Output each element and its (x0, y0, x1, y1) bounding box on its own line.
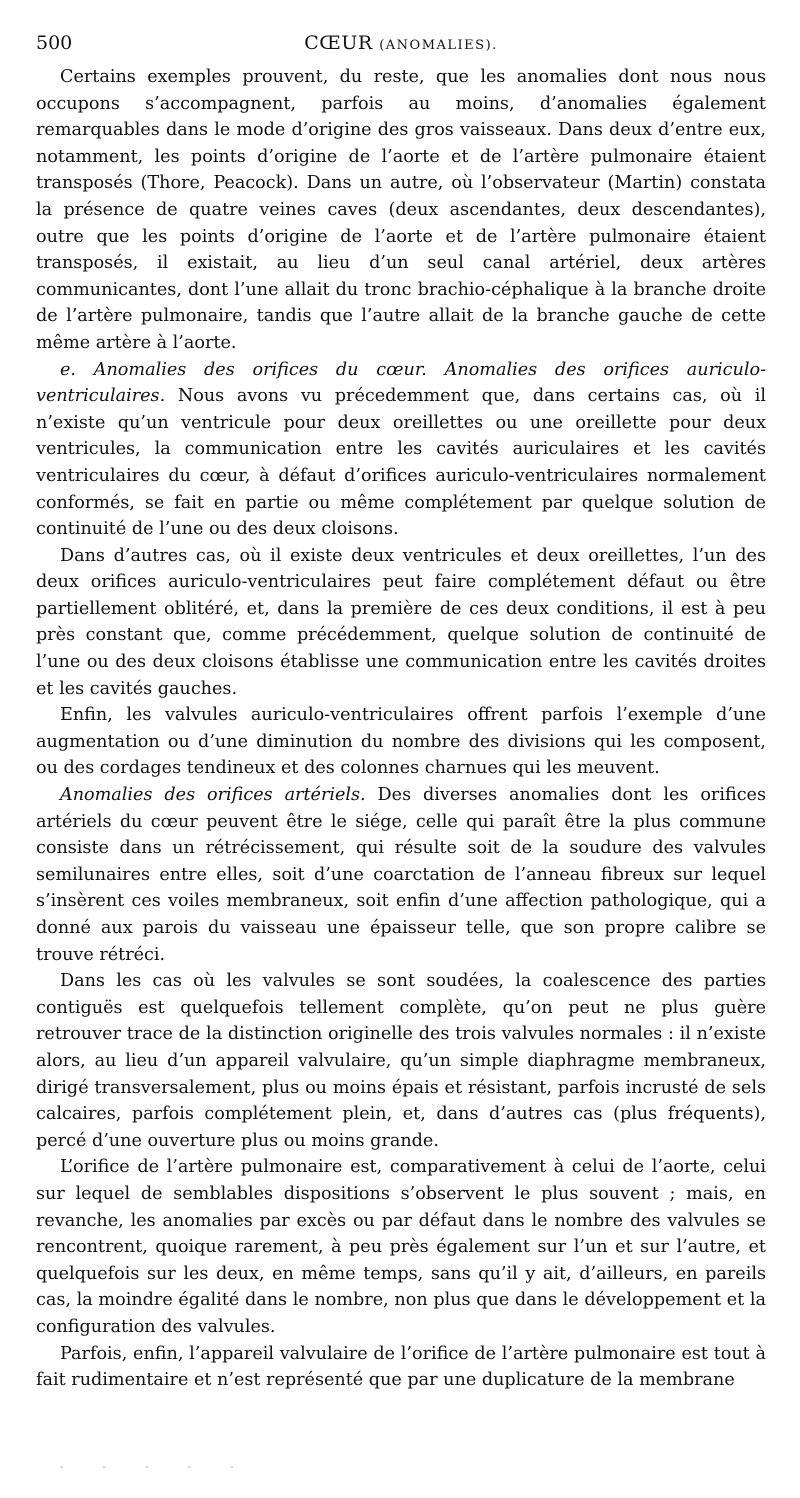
paragraph (36, 64, 766, 357)
italic-heading: Anomalies des orifices artériels. (60, 785, 366, 806)
paragraph (36, 1341, 766, 1394)
body-text (36, 64, 766, 1394)
paragraph (36, 357, 766, 543)
paragraph (36, 782, 766, 968)
running-header (36, 26, 766, 64)
paragraph (36, 968, 766, 1154)
paragraph-text: Enfin, les valvules auriculo-ventriculaires offrent parfois l’exemple d’une augmentation ou d’une diminution du nombre des divisions qui les composent, ou des cordages tendineux et des colonnes charnues qui les meuvent. (36, 705, 766, 779)
running-title (36, 32, 766, 54)
italic-heading: e. Anomalies des orifices du cœur. (60, 359, 427, 380)
italic-heading: Anomalies des orifices auriculo-ventriculaires. (36, 359, 767, 407)
paragraph-text: Dans les cas où les valvules se sont soudées, la coalescence des parties contiguës est quelquefois tellement complète, qu’on peut ne plus guère retrouver trace de la distinction originelle des trois valvules normales : il n’existe alors, au lieu d’un appareil valvulaire, qu’un simple diaphragme membraneux, dirigé transversalement, plus ou moins épais et résistant, parfois incrusté de sels calcaires, parfois complétement plein, et, dans d’autres cas (plus fréquents), percé d’une ouverture plus ou moins grande. (36, 971, 766, 1151)
paragraph-text: Des diverses anomalies dont les orifices artériels du cœur peuvent être le siége, celle qui paraît être la plus commune consiste dans un rétrécissement, qui résulte soit de la soudure des valvules semilunaires entre elles, soit d’une coarctation de l’anneau fibreux sur lequel s’insèrent ces voiles membraneux, soit enfin d’une affection pathologique, qui a donné aux parois du vaisseau une épaisseur telle, que son propre calibre se trouve rétréci. (36, 785, 766, 965)
paragraph-text: Certains exemples prouvent, du reste, que les anomalies dont nous nous occupons s’accompagnent, parfois au moins, d’anomalies également remarquables dans le mode d’origine des gros vaisseaux. Dans deux d’entre eux, notamment, les points d’origine de l’aorte et de l’artère pulmonaire étaient transposés (Thore, Peacock). Dans un autre, où l’observateur (Martin) constata la présence de quatre veines caves (deux ascendantes, deux descendantes), outre que les points d’origine de l’aorte et de l’artère pulmonaire étaient transposés, il existait, au lieu d’un seul canal artériel, deux artères communicantes, dont l’une allait du tronc brachio-céphalique à la branche droite de l’artère pulmonaire, tandis que l’autre allait de la branche gauche de cette même artère à l’aorte. (36, 67, 766, 353)
paragraph-text (427, 360, 445, 380)
paragraph (36, 702, 766, 782)
running-title-main: CŒUR (304, 32, 373, 54)
paragraph-text: L’orifice de l’artère pulmonaire est, comparativement à celui de l’aorte, celui sur lequel de semblables dispositions s’observent le plus souvent ; mais, en revanche, les anomalies par excès ou par défaut dans le nombre des valvules se rencontrent, quoique rarement, à peu près également sur l’un et sur l’autre, et quelquefois sur les deux, en même temps, sans qu’il y ait, d’ailleurs, en pareils cas, la moindre égalité dans le nombre, non plus que dans le développement et la configuration des valvules. (36, 1157, 766, 1337)
paragraph-text: Parfois, enfin, l’appareil valvulaire de l’orifice de l’artère pulmonaire est tout à fait rudimentaire et n’est représenté que par une duplicature de la membrane (36, 1343, 766, 1391)
footer-printer-marks: - - - - - (60, 1462, 252, 1473)
page-number: 500 (36, 32, 73, 54)
paragraph (36, 1154, 766, 1340)
running-title-subtitle: (ANOMALIES). (379, 38, 498, 53)
page (36, 26, 766, 1394)
paragraph (36, 543, 766, 703)
paragraph-text: Nous avons vu précedemment que, dans certains cas, où il n’existe qu’un ventricule pour deux oreillettes ou une oreillette pour deux ventricules, la communication entre les cavités auriculaires et les cavités ventriculaires du cœur, à défaut d’orifices auriculo-ventriculaires normalement conformés, se fait en partie ou même complétement par quelque solution de continuité de l’une ou des deux cloisons. (36, 386, 766, 540)
paragraph-text: Dans d’autres cas, où il existe deux ventricules et deux oreillettes, l’un des deux orifices auriculo-ventriculaires peut faire complétement défaut ou être partiellement oblitéré, et, dans la première de ces deux conditions, il est à peu près constant que, comme précédemment, quelque solution de continuité de l’une ou des deux cloisons établisse une communication entre les cavités droites et les cavités gauches. (36, 545, 766, 699)
